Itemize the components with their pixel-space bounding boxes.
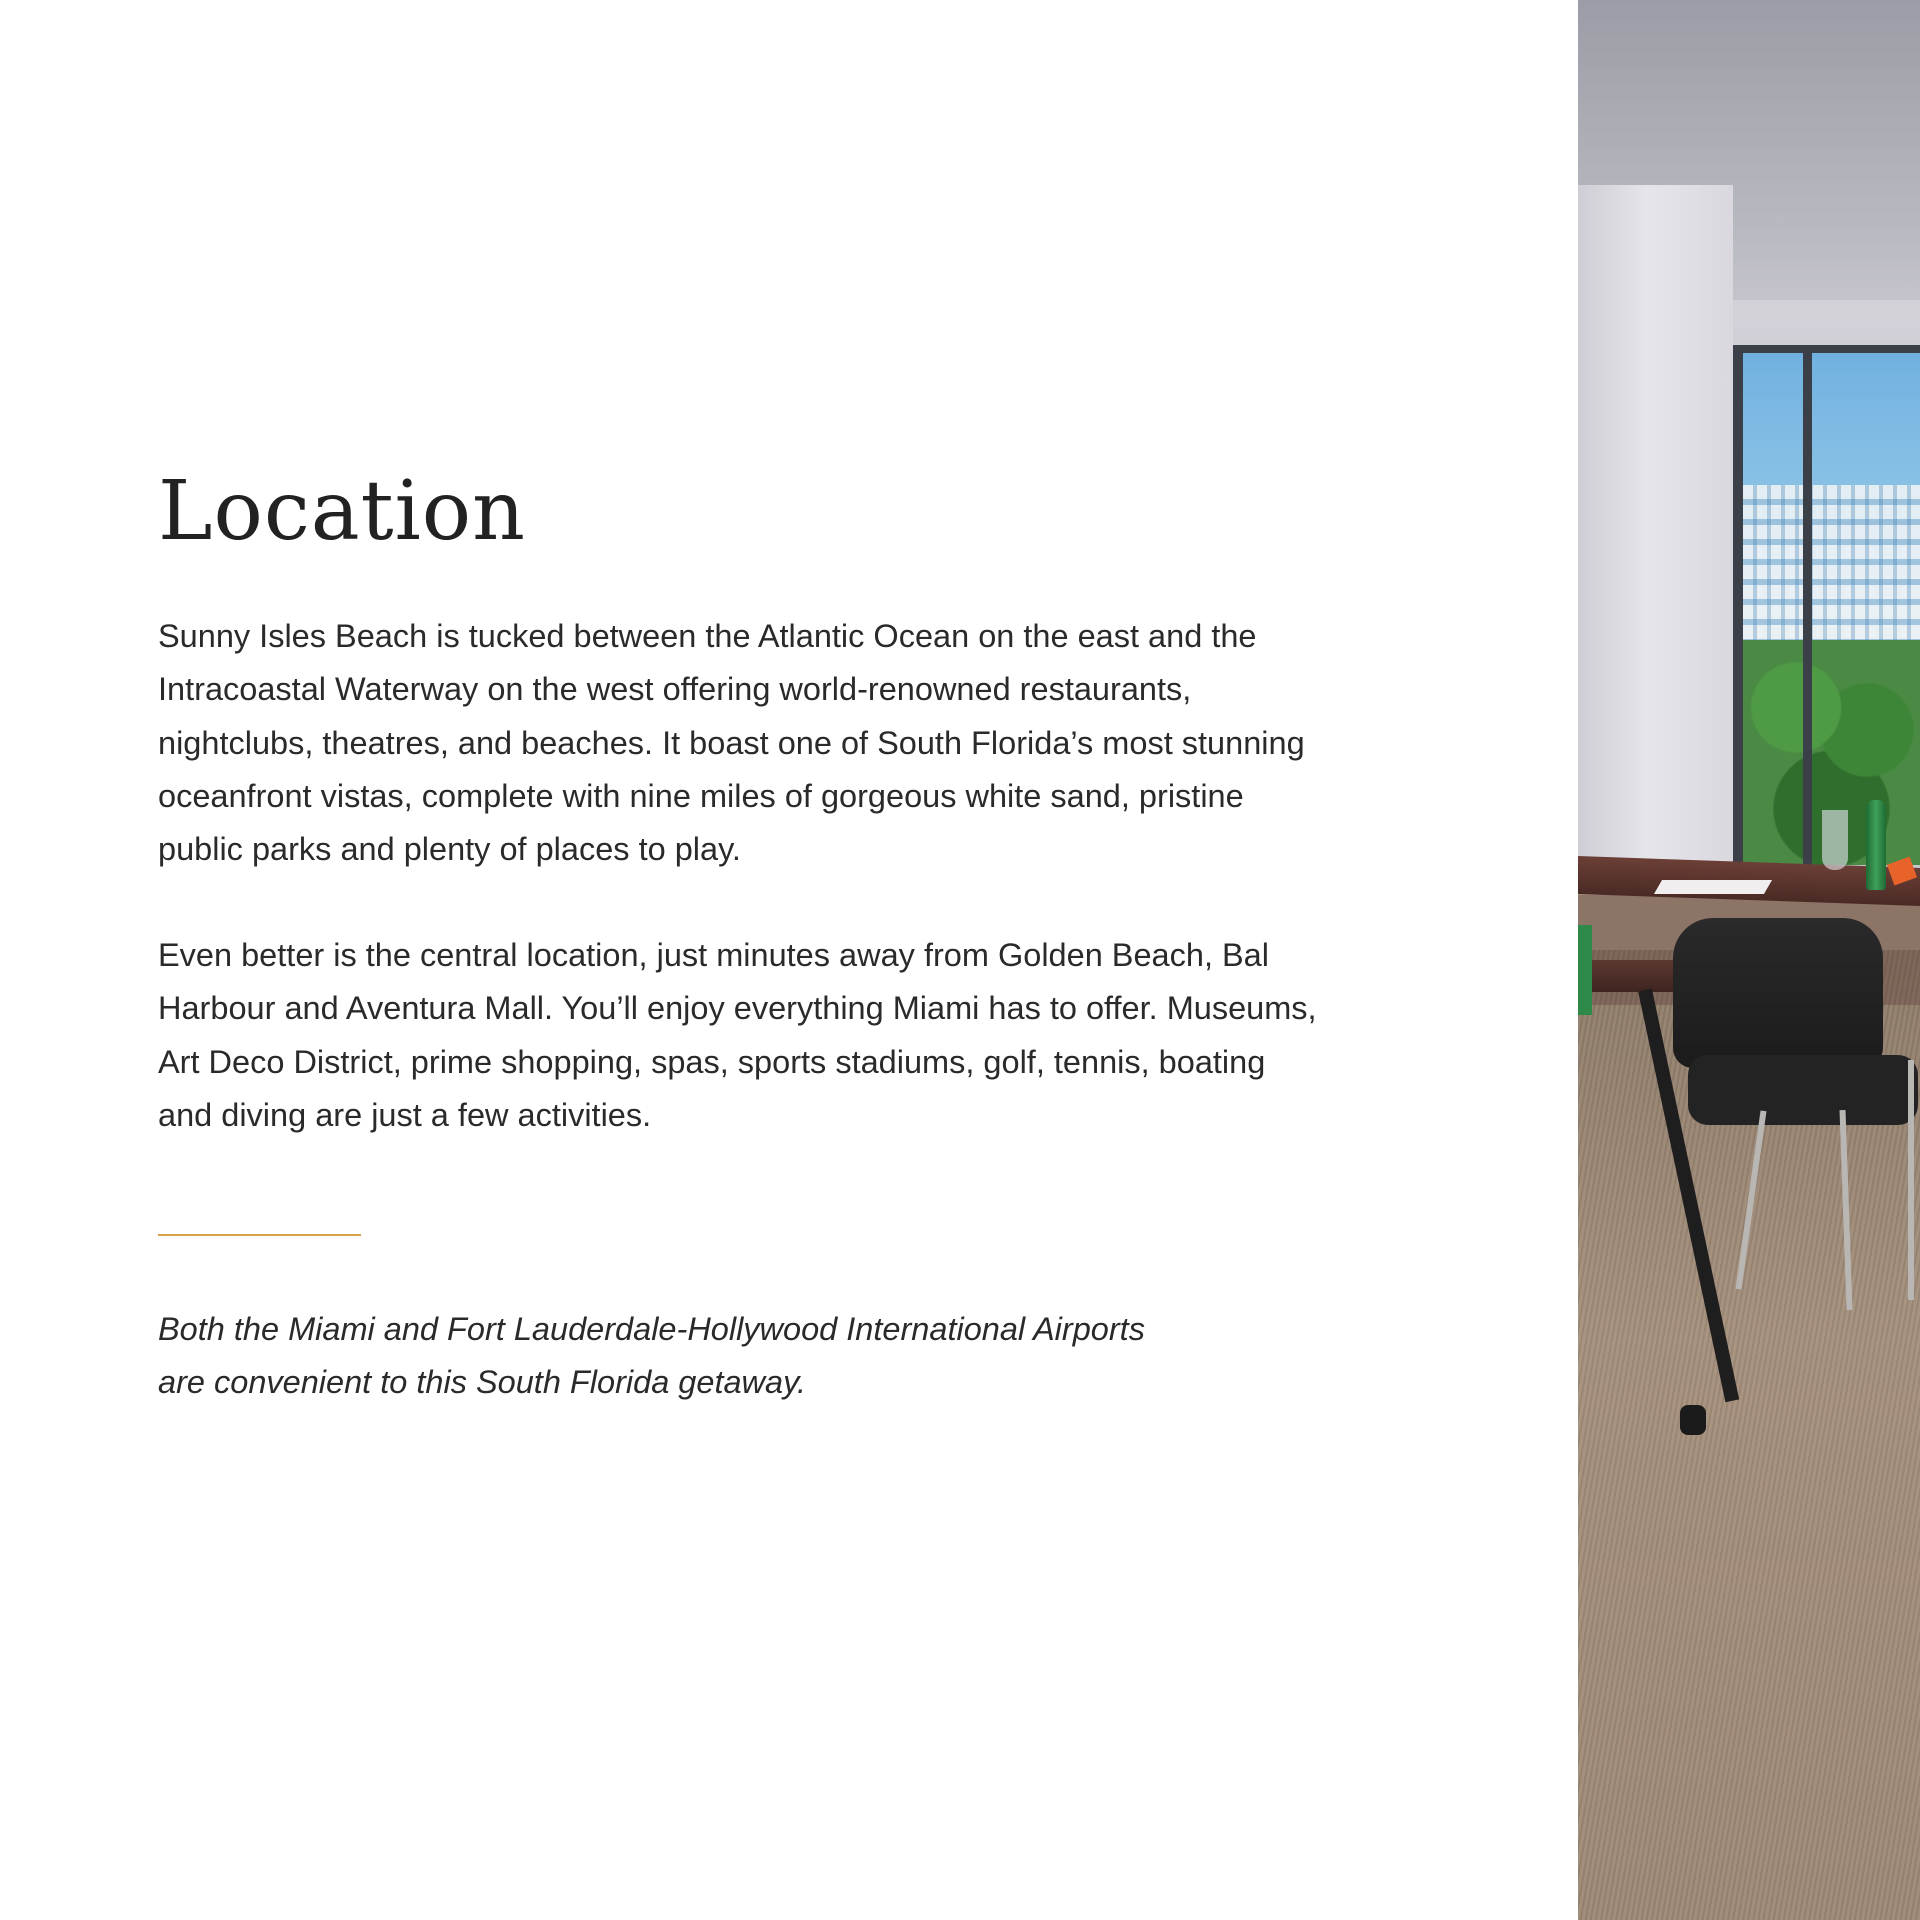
paragraph-location-intro [158,610,1448,876]
photo-pillar [1578,185,1733,885]
text-line: Sunny Isles Beach is tucked between the Atlantic Ocean on the east and the [158,618,1257,654]
photo-bottle-left [1578,925,1592,1015]
photo-chair-seat [1688,1055,1918,1125]
meeting-room-photo [1578,0,1920,1920]
photo-paper [1654,880,1772,894]
accent-divider [158,1234,361,1236]
photo-bottle [1866,800,1886,890]
text-line: Both the Miami and Fort Lauderdale-Hollywood International Airports [158,1311,1145,1347]
text-line: Intracoastal Waterway on the west offering world-renowned restaurants, [158,671,1192,708]
photo-chair-back [1673,918,1883,1068]
text-line: nightclubs, theatres, and beaches. It boast one of South Florida’s most stunning [158,724,1305,761]
text-line: Art Deco District, prime shopping, spas, sports stadiums, golf, tennis, boating [158,1043,1266,1080]
photo-caster [1680,1405,1706,1435]
photo-glass [1822,810,1848,870]
airport-note [158,1303,1258,1410]
text-line: and diving are just a few activities. [158,1096,652,1133]
text-line: public parks and plenty of places to play. [158,831,741,868]
text-line: Even better is the central location, just minutes away from Golden Beach, Bal [158,937,1269,973]
text-line: Harbour and Aventura Mall. You’ll enjoy everything Miami has to offer. Museums, [158,990,1317,1027]
photo-window-frame [1733,345,1920,865]
text-line: are convenient to this South Florida getaway. [158,1364,806,1401]
page-title: Location [158,464,526,559]
photo-chair-leg [1908,1060,1914,1300]
photo-window-mullion [1803,345,1812,865]
text-line: oceanfront vistas, complete with nine miles of gorgeous white sand, pristine [158,777,1244,814]
paragraph-central-location [158,929,1448,1142]
